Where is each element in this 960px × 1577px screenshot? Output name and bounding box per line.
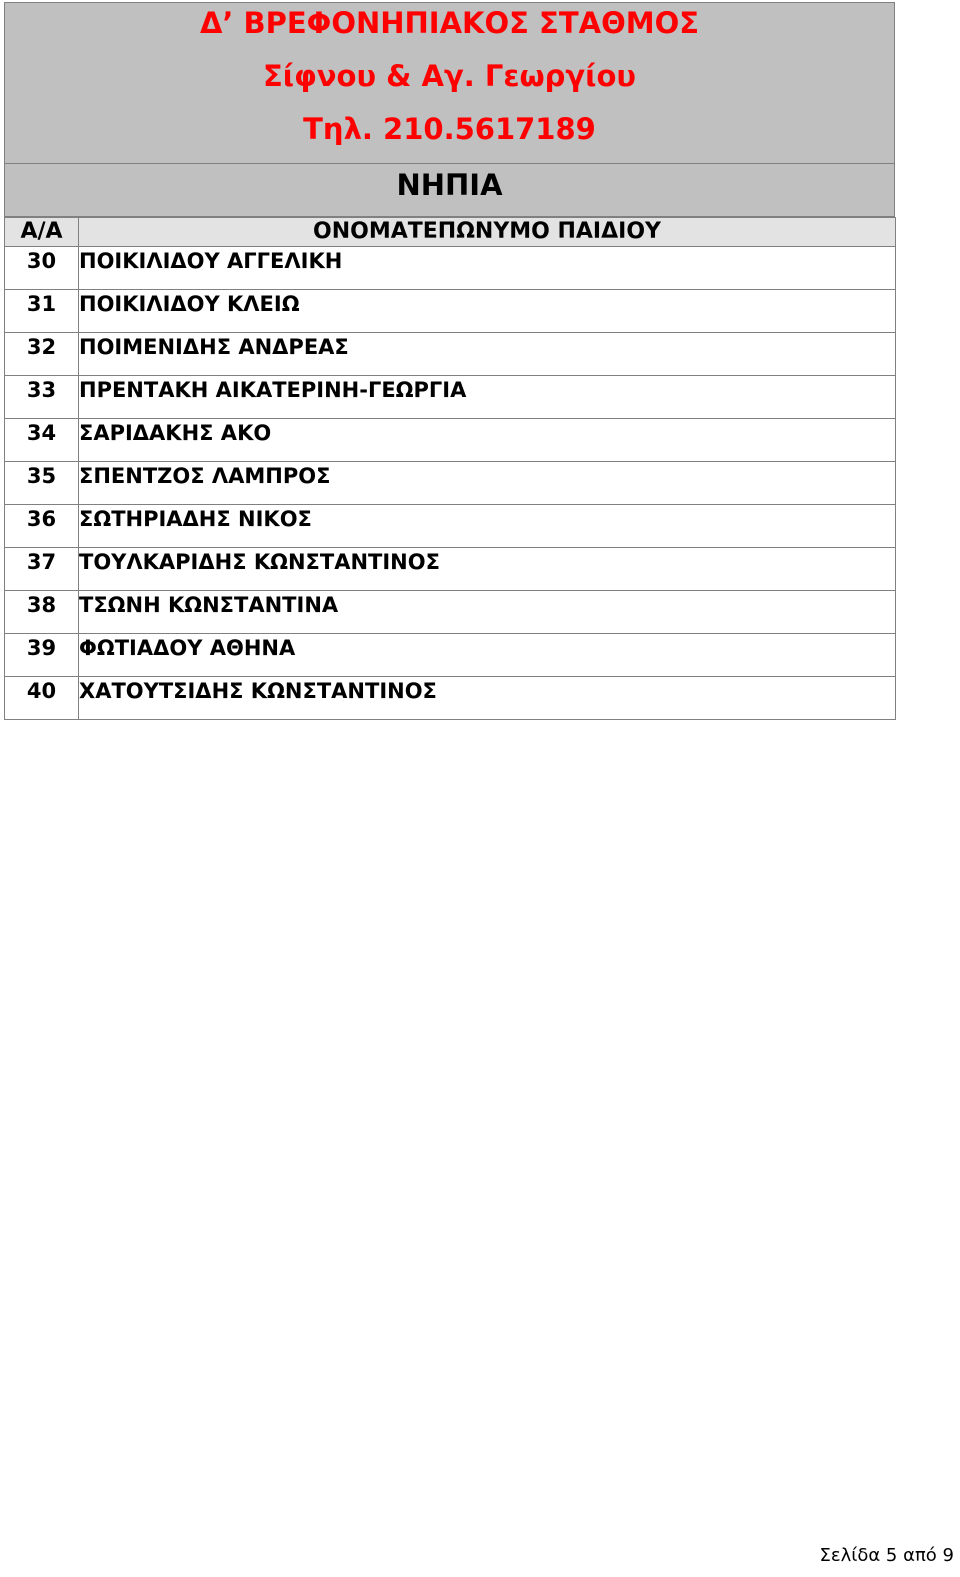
row-number: 36 <box>5 505 79 548</box>
school-phone: Τηλ. 210.5617189 <box>303 112 596 146</box>
table-row <box>5 505 896 548</box>
child-name: ΤΟΥΛΚΑΡΙΔΗΣ ΚΩΝΣΤΑΝΤΙΝΟΣ <box>79 548 896 591</box>
table-row <box>5 247 896 290</box>
column-header-name: ΟΝΟΜΑΤΕΠΩΝΥΜΟ ΠΑΙΔΙΟΥ <box>79 218 896 247</box>
child-name: ΤΣΩΝΗ ΚΩΝΣΤΑΝΤΙΝΑ <box>79 591 896 634</box>
child-name: ΠΡΕΝΤΑΚΗ ΑΙΚΑΤΕΡΙΝΗ-ΓΕΩΡΓΙΑ <box>79 376 896 419</box>
school-header <box>4 2 895 163</box>
table-row <box>5 376 896 419</box>
row-number: 39 <box>5 634 79 677</box>
table-row <box>5 333 896 376</box>
row-number: 37 <box>5 548 79 591</box>
table-row <box>5 591 896 634</box>
child-name: ΣΑΡΙΔΑΚΗΣ ΑΚΟ <box>79 419 896 462</box>
table-header-row <box>5 218 896 247</box>
table-row <box>5 462 896 505</box>
table-row <box>5 290 896 333</box>
row-number: 40 <box>5 677 79 720</box>
child-name: ΣΠΕΝΤΖΟΣ ΛΑΜΠΡΟΣ <box>79 462 896 505</box>
child-name: ΠΟΙΜΕΝΙΔΗΣ ΑΝΔΡΕΑΣ <box>79 333 896 376</box>
child-name: ΠΟΙΚΙΛΙΔΟΥ ΚΛΕΙΩ <box>79 290 896 333</box>
child-name: ΧΑΤΟΥΤΣΙΔΗΣ ΚΩΝΣΤΑΝΤΙΝΟΣ <box>79 677 896 720</box>
section-title: ΝΗΠΙΑ <box>4 163 895 217</box>
table-row <box>5 419 896 462</box>
row-number: 34 <box>5 419 79 462</box>
child-name: ΠΟΙΚΙΛΙΔΟΥ ΑΓΓΕΛΙΚΗ <box>79 247 896 290</box>
row-number: 32 <box>5 333 79 376</box>
child-name: ΦΩΤΙΑΔΟΥ ΑΘΗΝΑ <box>79 634 896 677</box>
school-address: Σίφνου & Αγ. Γεωργίου <box>263 59 636 93</box>
child-name: ΣΩΤΗΡΙΑΔΗΣ ΝΙΚΟΣ <box>79 505 896 548</box>
roster-sheet <box>4 2 895 720</box>
table-row <box>5 548 896 591</box>
row-number: 33 <box>5 376 79 419</box>
column-header-number: Α/Α <box>5 218 79 247</box>
school-name: Δ’ ΒΡΕΦΟΝΗΠΙΑΚΟΣ ΣΤΑΘΜΟΣ <box>199 6 700 40</box>
table-row <box>5 634 896 677</box>
row-number: 31 <box>5 290 79 333</box>
row-number: 30 <box>5 247 79 290</box>
page-number: Σελίδα 5 από 9 <box>819 1545 954 1566</box>
row-number: 38 <box>5 591 79 634</box>
row-number: 35 <box>5 462 79 505</box>
table-row <box>5 677 896 720</box>
children-table <box>4 217 896 720</box>
